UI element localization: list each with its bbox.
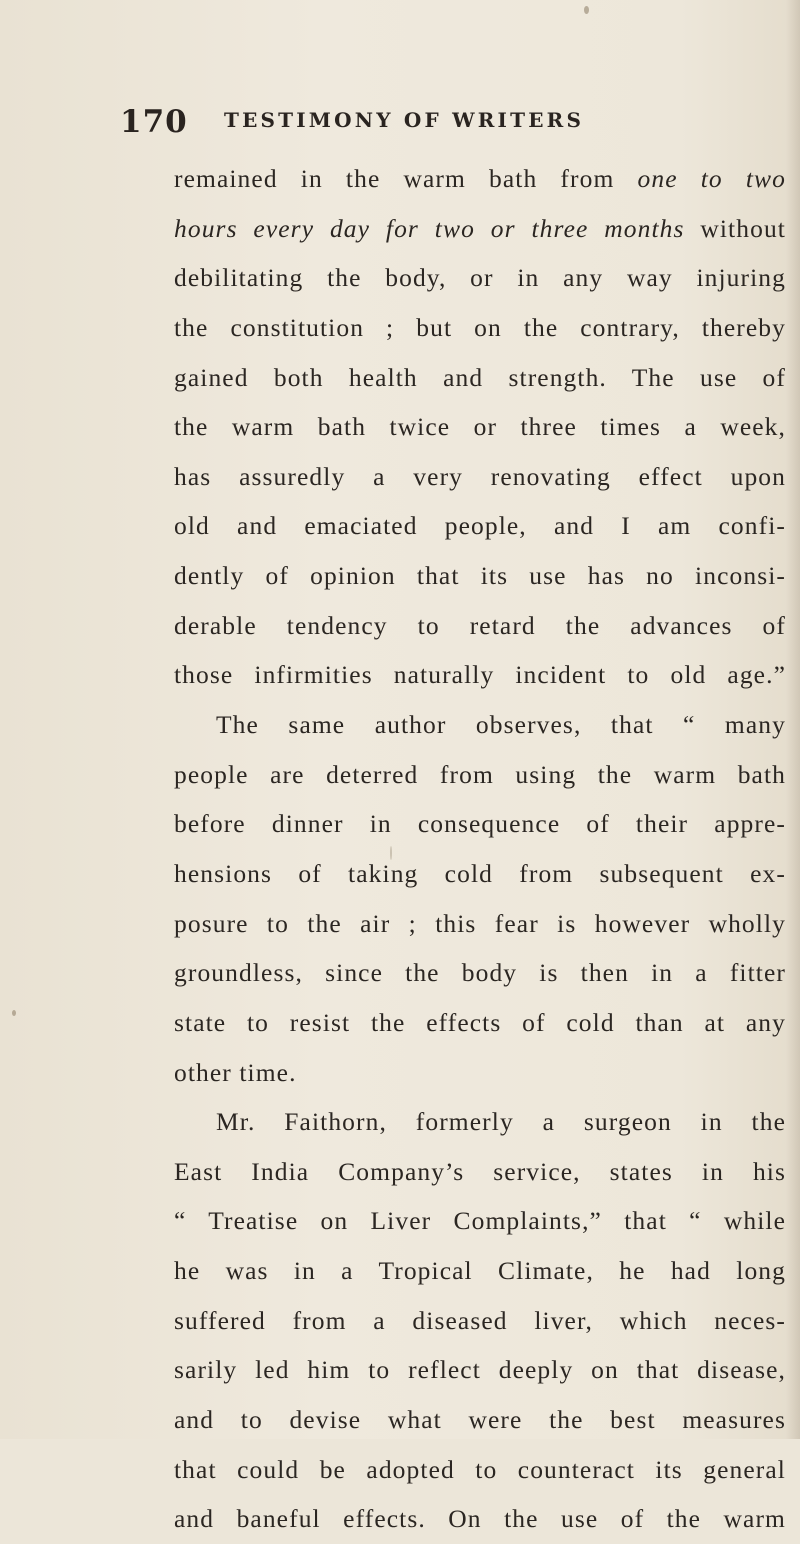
text-line: posure to the air ; this fear is however wholly <box>174 908 786 938</box>
paragraph-start-line: Mr. Faithorn, formerly a surgeon in the <box>216 1107 786 1137</box>
page-edge-shadow <box>786 0 800 1439</box>
text-line: gained both health and strength. The use of <box>174 362 786 392</box>
text-line: remained in the warm bath from one to two <box>174 164 786 193</box>
paragraph-start-line: The same author observes, that “ many <box>216 710 786 740</box>
running-head: TESTIMONY OF WRITERS <box>224 108 585 132</box>
text-line: hours every day for two or three months without <box>174 213 786 243</box>
text-line: derable tendency to retard the advances of <box>174 610 786 640</box>
text-line: he was in a Tropical Climate, he had long <box>174 1256 786 1286</box>
paper-speck <box>12 1010 16 1016</box>
page-number: 170 <box>120 104 188 140</box>
paper-speck <box>584 6 589 14</box>
text-line: state to resist the effects of cold than at any <box>174 1007 786 1037</box>
text-line: people are deterred from using the warm bath <box>174 759 786 789</box>
text-line: hensions of taking cold from subsequent ex- <box>174 858 786 888</box>
text-line: those infirmities naturally incident to old age.” <box>174 660 786 690</box>
text-line: and baneful effects. On the use of the warm <box>174 1504 786 1534</box>
text-line: old and emaciated people, and I am confi- <box>174 511 786 541</box>
text-line: groundless, since the body is then in a fitter <box>174 958 786 988</box>
text-line: before dinner in consequence of their appre- <box>174 809 786 839</box>
text-line: the constitution ; but on the contrary, thereby <box>174 312 786 342</box>
body-text <box>174 154 786 1544</box>
text-line: has assuredly a very renovating effect upon <box>174 461 786 491</box>
text-line: sarily led him to reflect deeply on that disease, <box>174 1355 786 1385</box>
text-line: East India Company’s service, states in his <box>174 1156 786 1186</box>
text-line: dently of opinion that its use has no inconsi- <box>174 561 786 591</box>
page-header <box>120 104 800 152</box>
text-line: suffered from a diseased liver, which neces- <box>174 1305 786 1335</box>
paragraph-end-line: other time. <box>174 1057 297 1087</box>
text-line: debilitating the body, or in any way injuring <box>174 263 786 293</box>
text-line: “ Treatise on Liver Complaints,” that “ while <box>174 1206 786 1236</box>
text-line: and to devise what were the best measures <box>174 1405 786 1435</box>
text-line: the warm bath twice or three times a week, <box>174 412 786 442</box>
text-line: that could be adopted to counteract its general <box>174 1454 786 1484</box>
